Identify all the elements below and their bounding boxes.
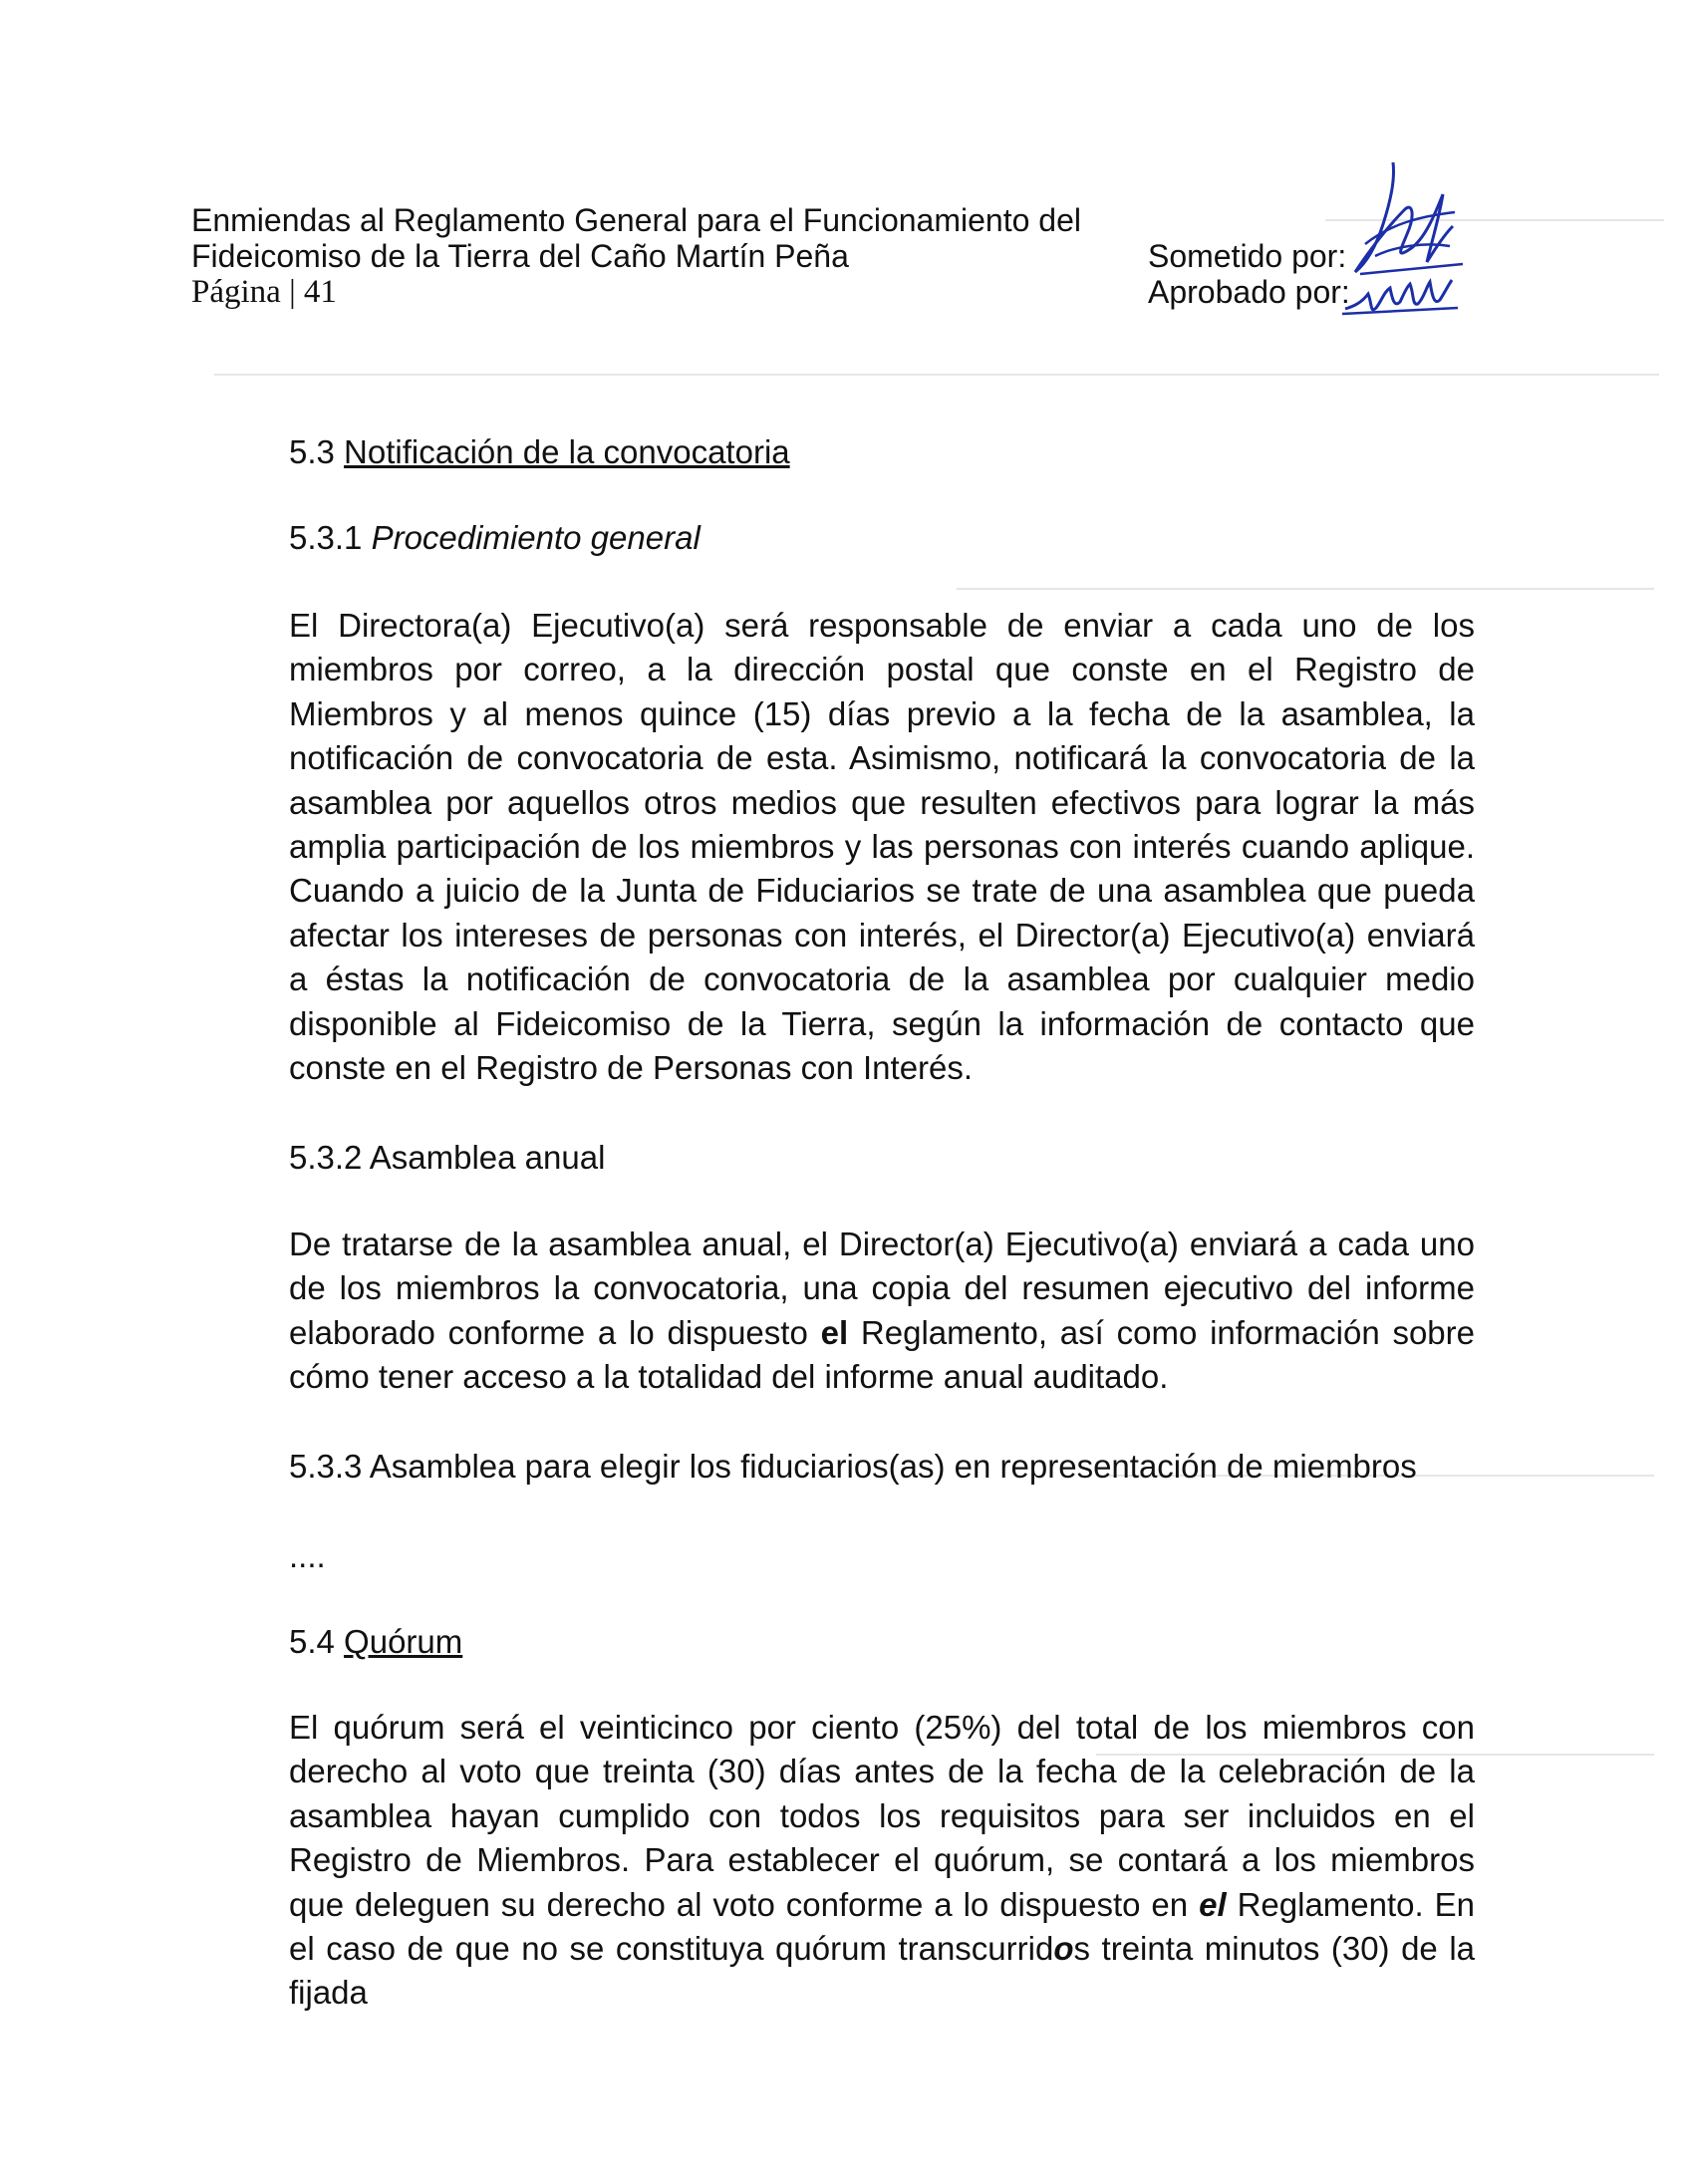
section-5-4-body-bold-italic: el <box>1199 1885 1227 1923</box>
section-5-4-body-part-3: s treinta minutos (30) de la fijada <box>289 1930 1475 2012</box>
section-5-4-body <box>289 1706 1475 2016</box>
section-5-3-1-title: Procedimiento general <box>371 519 701 556</box>
section-5-4-title: Quórum <box>344 1623 463 1660</box>
section-5-3-2-body <box>289 1223 1475 1400</box>
approved-signature <box>1340 264 1460 324</box>
section-5-3-2-body-block <box>289 1223 1475 1400</box>
section-5-4-heading <box>289 1620 462 1664</box>
section-5-4-number: 5.4 <box>289 1623 335 1660</box>
section-5-3-3-heading: 5.3.3 Asamblea para elegir los fiduciarios(as) en representación de miembros <box>289 1448 1417 1485</box>
section-5-3-number: 5.3 <box>289 433 335 470</box>
bleed-through-line <box>214 374 1659 376</box>
bleed-through-line <box>957 588 1654 590</box>
header-title-line-2: Fideicomiso de la Tierra del Caño Martín Peña <box>191 238 849 274</box>
section-5-3-1-body-block <box>289 604 1475 1090</box>
header-left <box>191 202 1081 310</box>
section-5-4-body-part-1: El quórum será el veinticinco por ciento (25%) del total de los miembros con derecho al voto que treinta (30) días antes de la fecha de la celebración de la asamblea hayan cumplido con todos los requisitos para ser incluidos en el Registro de Miembros. Para establecer el quórum, se contará a los miembros que deleguen su derecho al voto conforme a lo dispuesto en <box>289 1709 1475 1923</box>
section-5-3-heading <box>289 430 790 474</box>
approved-by-label: Aprobado por: <box>1148 274 1350 310</box>
section-5-3-2-heading: 5.3.2 Asamblea anual <box>289 1139 606 1176</box>
submitted-by-label: Sometido por: <box>1148 238 1347 274</box>
section-5-4-body-part-2: Reglamento. En el caso de que no se constituya quórum transcurrid <box>289 1885 1476 1968</box>
section-5-4-body-block <box>289 1706 1475 2016</box>
header-approvals <box>1148 238 1350 310</box>
section-5-3-1-heading <box>289 516 701 560</box>
header-title-line-1: Enmiendas al Reglamento General para el Funcionamiento del <box>191 202 1081 238</box>
section-5-3-2-body-part-1: De tratarse de la asamblea anual, el Director(a) Ejecutivo(a) enviará a cada uno de los miembros la convocatoria, una copia del resumen ejecutivo del informe elaborado conforme a lo dispuesto <box>289 1226 1475 1351</box>
section-5-3-1-body: El Directora(a) Ejecutivo(a) será responsable de enviar a cada uno de los miembros por correo, a la dirección postal que conste en el Registro de Miembros y al menos quince (15) días previo a la fecha de la asamblea, la notificación de convocatoria de esta. Asimismo, notificará la convocatoria de la asamblea por aquellos otros medios que resulten efectivos para lograr la más amplia participación de los miembros y las personas con interés cuando aplique. Cuando a juicio de la Junta de Fiduciarios se trate de una asamblea que pueda afectar los intereses de personas con interés, el Director(a) Ejecutivo(a) enviará a éstas la notificación de convocatoria de la asamblea por cualquier medio disponible al Fideicomiso de la Tierra, según la información de contacto que conste en el Registro de Personas con Interés. <box>289 607 1475 1087</box>
page-number: Página | 41 <box>191 274 337 310</box>
section-5-3-2-body-part-2: Reglamento, así como información sobre cómo tener acceso a la totalidad del informe anual auditado. <box>289 1313 1476 1396</box>
section-5-3-2-body-bold: el <box>820 1313 849 1351</box>
omission-ellipsis: .... <box>289 1537 326 1574</box>
section-5-4-body-bold-o: o <box>1053 1930 1074 1968</box>
section-5-3-1-number: 5.3.1 <box>289 519 363 556</box>
section-5-3-title: Notificación de la convocatoria <box>344 433 790 470</box>
